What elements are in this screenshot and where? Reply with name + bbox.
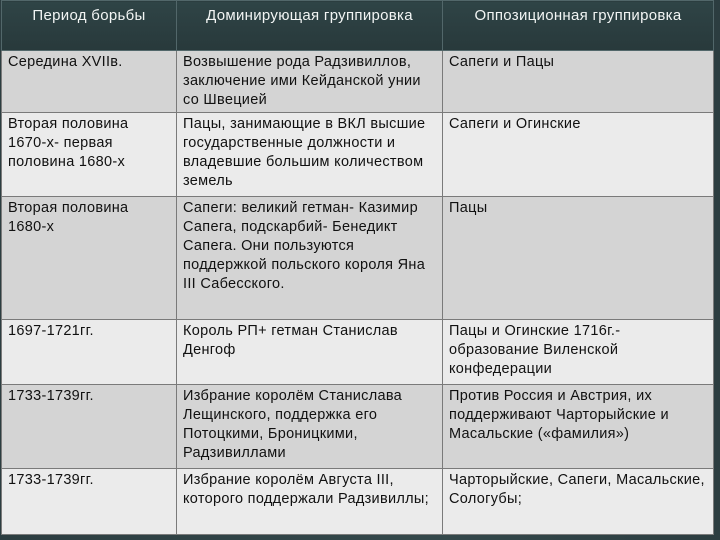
cell-opposition: Против Россия и Австрия, их поддерживают Чарторыйские и Масальские («фамилия») xyxy=(443,385,714,469)
header-opposition-group: Оппозиционная группировка xyxy=(443,1,714,51)
cell-period: 1733-1739гг. xyxy=(2,469,177,535)
cell-dominant: Король РП+ гетман Станислав Денгоф xyxy=(177,320,443,385)
cell-dominant: Избрание королём Станислава Лещинского, поддержка его Потоцкими, Броницкими, Радзивиллами xyxy=(177,385,443,469)
table-row xyxy=(2,385,714,469)
cell-dominant: Избрание королём Августа III, которого поддержали Радзивиллы; xyxy=(177,469,443,535)
header-period: Период борьбы xyxy=(2,1,177,51)
table-row xyxy=(2,113,714,197)
struggle-table xyxy=(1,0,714,535)
cell-opposition: Пацы xyxy=(443,197,714,320)
cell-opposition: Пацы и Огинские 1716г.-образование Виленской конфедерации xyxy=(443,320,714,385)
cell-opposition: Сапеги и Огинские xyxy=(443,113,714,197)
cell-opposition: Сапеги и Пацы xyxy=(443,51,714,113)
cell-period: Вторая половина 1680-х xyxy=(2,197,177,320)
cell-period: Середина XVIIв. xyxy=(2,51,177,113)
table-row xyxy=(2,51,714,113)
cell-period: 1697-1721гг. xyxy=(2,320,177,385)
cell-dominant: Сапеги: великий гетман- Казимир Сапега, подскарбий- Бенедикт Сапега. Они пользуются поддержкой польского короля Яна III Сабесского. xyxy=(177,197,443,320)
table-row xyxy=(2,320,714,385)
header-dominant-group: Доминирующая группировка xyxy=(177,1,443,51)
cell-dominant: Пацы, занимающие в ВКЛ высшие государственные должности и владевшие большим количеством земель xyxy=(177,113,443,197)
table-header-row xyxy=(2,1,714,51)
cell-dominant: Возвышение рода Радзивиллов, заключение ими Кейданской унии со Швецией xyxy=(177,51,443,113)
table-row xyxy=(2,469,714,535)
cell-opposition: Чарторыйские, Сапеги, Масальские, Сологубы; xyxy=(443,469,714,535)
table-row xyxy=(2,197,714,320)
cell-period: 1733-1739гг. xyxy=(2,385,177,469)
cell-period: Вторая половина 1670-х- первая половина 1680-х xyxy=(2,113,177,197)
